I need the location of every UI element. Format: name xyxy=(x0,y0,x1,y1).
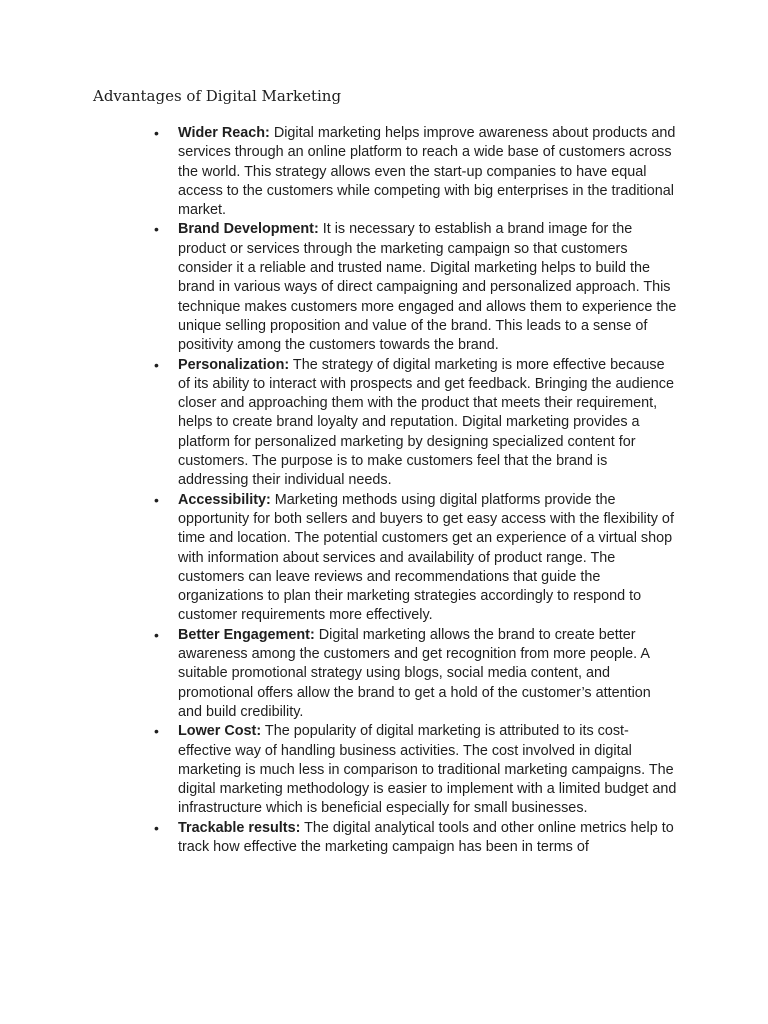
list-item-wider-reach xyxy=(154,124,678,220)
bullet-icon: • xyxy=(154,626,159,643)
item-heading: Brand Development: xyxy=(178,221,319,238)
list-item-lower-cost xyxy=(154,722,678,818)
item-heading: Lower Cost: xyxy=(178,723,262,740)
item-text: The digital analytical tools and other online metrics help to track how effective the marketing campaign has been in terms of xyxy=(178,819,674,855)
list-item-accessibility xyxy=(154,491,678,626)
item-heading: Accessibility: xyxy=(178,491,271,508)
item-text: Marketing methods using digital platforms provide the opportunity for both sellers and buyers to get easy access with the flexibility of time and location. The potential customers get an experience of a virtual shop with information about services and availability of product range. The customers can leave reviews and recommendations that guide the organizations to plan their marketing strategies accordingly to respond to customer requirements more effectively. xyxy=(178,491,674,624)
bullet-icon: • xyxy=(154,356,159,373)
bullet-icon: • xyxy=(154,819,159,836)
bullet-icon: • xyxy=(154,221,159,238)
list-item-trackable-results xyxy=(154,819,678,858)
bullet-icon: • xyxy=(154,491,159,508)
item-text: Digital marketing helps improve awareness about products and services through an online platform to reach a wide base of customers across the world. This strategy allows even the start-up companies to have equal access to the customers while competing with big enterprises in the traditional market. xyxy=(178,125,676,219)
item-heading: Wider Reach: xyxy=(178,125,270,141)
item-heading: Trackable results: xyxy=(178,819,301,836)
item-text: The popularity of digital marketing is attributed to its cost-effective way of handling business activities. The cost involved in digital marketing is much less in comparison to traditional marketing campaigns. The digital marketing methodology is easier to implement with a limited budget and infrastructure which is beneficial especially for small businesses. xyxy=(178,723,677,817)
list-item-personalization xyxy=(154,356,678,491)
item-text: The strategy of digital marketing is more effective because of its ability to interact with prospects and get feedback. Bringing the audience closer and approaching them with the product that meets their requirement, helps to create brand loyalty and reputation. Digital marketing provides a platform for personalized marketing by designing specialized content for customers. The purpose is to make customers feel that the brand is addressing their individual needs. xyxy=(178,356,674,489)
advantages-list xyxy=(154,124,678,857)
item-heading: Personalization: xyxy=(178,356,290,373)
item-heading: Better Engagement: xyxy=(178,626,315,643)
bullet-icon: • xyxy=(154,723,159,740)
item-text: It is necessary to establish a brand image for the product or services through the marketing campaign so that customers consider it a reliable and trusted name. Digital marketing helps to build the brand in various ways of direct campaigning and personalized approach. This technique makes customers more engaged and allows them to experience the unique selling proposition and value of the brand. This leads to a sense of positivity among the customers towards the brand. xyxy=(178,221,677,354)
list-item-better-engagement xyxy=(154,626,678,722)
bullet-icon: • xyxy=(154,125,159,141)
item-text: Digital marketing allows the brand to create better awareness among the customers and get recognition from more people. A suitable promotional strategy using blogs, social media content, and promotional offers allow the brand to get a hold of the customer’s attention and build credibility. xyxy=(178,626,651,720)
list-item-brand-development xyxy=(154,220,678,355)
document-title: Advantages of Digital Marketing xyxy=(93,87,342,105)
